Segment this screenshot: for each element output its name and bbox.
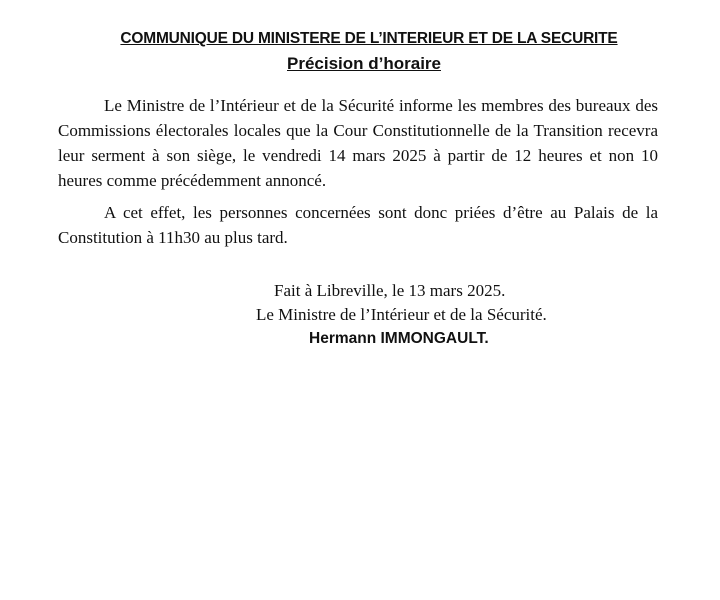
body-paragraph-2: A cet effet, les personnes concernées sont donc priées d’être au Palais de la Constitution à 11h30 au plus tard. — [58, 203, 658, 247]
signature-name: Hermann IMMONGAULT. — [309, 330, 489, 347]
document-title: COMMUNIQUE DU MINISTERE DE L’INTERIEUR ET DE LA SECURITE — [120, 30, 618, 47]
body-paragraph-1: Le Ministre de l’Intérieur et de la Sécurité informe les membres des bureaux des Commissions électorales locales que la Cour Constitutionnelle de la Transition recevra leur serment à son siège, le vendredi 14 mars 2025 à partir de 12 heures et non 10 heures comme précédemment annoncé. — [58, 96, 658, 190]
signature-role: Le Ministre de l’Intérieur et de la Sécurité. — [256, 305, 547, 324]
document-subtitle: Précision d’horaire — [287, 54, 441, 73]
signature-place-date: Fait à Libreville, le 13 mars 2025. — [274, 281, 506, 300]
